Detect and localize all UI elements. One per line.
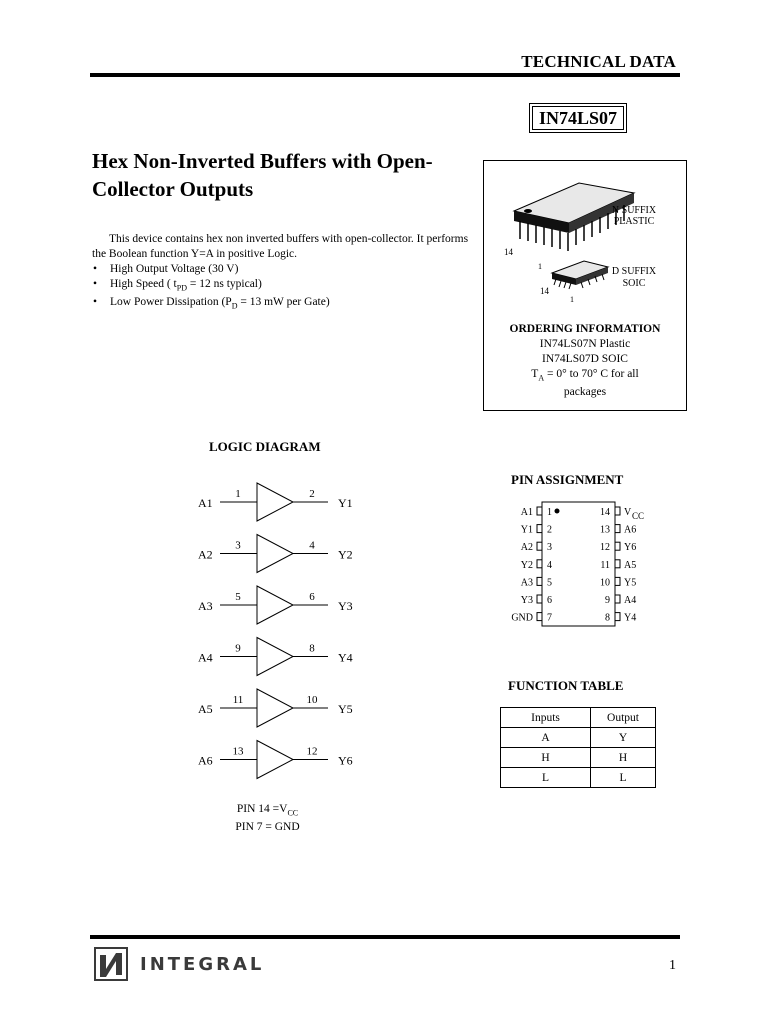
gate-input-pin: 3 (235, 539, 241, 552)
package-illustration (484, 161, 686, 311)
gate-input-label: A1 (198, 496, 213, 510)
gate-input-pin: 1 (235, 488, 241, 500)
table-row (501, 708, 656, 728)
buffer-gate (198, 689, 353, 727)
table-cell: A (501, 728, 591, 748)
pin-right (605, 613, 636, 624)
pin-assignment-diagram (505, 500, 655, 630)
gate-output-label: Y3 (338, 599, 353, 613)
pin-name: Y1 (520, 524, 533, 536)
pin-right (600, 577, 636, 588)
table-header-cell: Inputs (501, 708, 591, 728)
pin-number: 6 (547, 595, 552, 606)
part-number-box (529, 103, 627, 133)
dip-pin14-label: 14 (504, 247, 513, 257)
gate-output-label: Y1 (338, 496, 353, 510)
table-cell: L (501, 768, 591, 788)
gnd-note: PIN 7 = GND (235, 821, 300, 834)
buffer-gate (198, 741, 353, 779)
feature-list (92, 262, 477, 314)
pin-name: A2 (520, 542, 533, 554)
pin-right (600, 525, 636, 536)
soic-pin14-label: 14 (540, 286, 549, 296)
pin-left (521, 507, 560, 518)
feature-item: • Low Power Dissipation ($P_D = 13$ mW per Gate) (93, 296, 330, 311)
ordering-line: IN74LS07N Plastic (539, 338, 631, 350)
pin-right (600, 542, 636, 553)
d-suffix-label: D SUFFIX (611, 266, 657, 277)
pin-number: 8 (605, 612, 610, 624)
ordering-info (484, 322, 686, 400)
page-number: 1 (669, 958, 676, 973)
table-cell: H (501, 748, 591, 768)
pin-number: 11 (600, 559, 610, 571)
pin-number: 7 (547, 612, 552, 624)
feature-item: • High Speed ( $t_{PD} = 12$ ns typical) (93, 278, 262, 293)
logic-diagram (190, 475, 370, 795)
table-cell: L (591, 768, 656, 788)
soic-package-icon (552, 261, 608, 289)
buffer-symbol (257, 741, 293, 779)
buffer-symbol (257, 689, 293, 727)
buffer-gate (198, 638, 353, 676)
description-paragraph: This device contains hex non inverted buffers with open-collector. It performs the Boolean function Y=A in positive Logic. (92, 233, 469, 260)
table-cell: Y (591, 728, 656, 748)
description (92, 232, 477, 314)
gate-input-pin: 9 (235, 642, 241, 655)
gate-output-pin: 2 (309, 488, 315, 500)
pin-name: Y4 (624, 612, 637, 624)
gate-output-pin: 6 (309, 591, 315, 603)
pin-name: A4 (624, 595, 637, 606)
temp-range-line2: packages (563, 386, 607, 399)
pin-name: A3 (520, 577, 533, 589)
pin-number: 14 (600, 507, 610, 518)
pin-number: 2 (547, 524, 552, 536)
pin1-marker (555, 509, 560, 514)
vcc-note: PIN $14 =V_{CC}$ (236, 803, 299, 818)
pin-number: 4 (547, 559, 552, 571)
buffer-gate (198, 483, 353, 521)
pin-number: 9 (605, 595, 610, 606)
gate-output-pin: 10 (306, 694, 318, 706)
buffer-gate (198, 535, 353, 573)
buffer-symbol (257, 535, 293, 573)
gate-output-label: Y5 (338, 702, 353, 716)
gate-input-label: A6 (198, 753, 213, 768)
gate-input-label: A2 (198, 547, 213, 562)
pin-name: A5 (624, 559, 637, 571)
power-pin-note (200, 802, 335, 834)
pin-right (600, 507, 644, 521)
gate-output-pin: 4 (309, 539, 315, 552)
gate-output-pin: 12 (306, 745, 318, 758)
gate-output-label: Y2 (338, 547, 353, 562)
pin-assignment-heading: PIN ASSIGNMENT (511, 472, 624, 487)
gate-input-pin: 11 (232, 694, 244, 706)
pin-number: 13 (600, 524, 610, 536)
page-title: Hex Non-Inverted Buffers with Open-Collector Outputs (92, 149, 433, 201)
temp-range: $T_A = 0^\circ$ to 70° C for all (531, 368, 639, 383)
pin-name: V (624, 507, 632, 518)
pin-name-sub: CC (632, 511, 645, 521)
n-suffix-label: N SUFFIX (611, 205, 657, 216)
pin-name: Y6 (624, 542, 637, 554)
pin-name: GND (511, 612, 533, 624)
pin-name: Y2 (520, 559, 533, 571)
pin-right (605, 595, 636, 606)
n-suffix-type: PLASTIC (613, 216, 655, 227)
buffer-symbol (257, 483, 293, 521)
pin-number: 1 (547, 507, 552, 518)
ordering-heading: ORDERING INFORMATION (509, 323, 661, 335)
dip-pin1-label: 1 (538, 262, 542, 271)
pin-number: 12 (600, 542, 610, 554)
d-suffix-type: SOIC (622, 278, 646, 289)
pin-left (521, 542, 552, 553)
buffer-gate (198, 586, 353, 624)
pin-left (511, 613, 552, 624)
pin-name: Y5 (624, 577, 637, 589)
gate-input-pin: 13 (232, 745, 244, 758)
feature-item: • High Output Voltage (30 V) (93, 263, 239, 275)
footer-rule (90, 935, 680, 939)
pin-left (521, 595, 552, 606)
brand-name: INTEGRAL (140, 954, 265, 975)
function-table (500, 707, 656, 788)
header-title: TECHNICAL DATA (521, 52, 676, 71)
buffer-symbol (257, 586, 293, 624)
table-row (501, 768, 656, 788)
ordering-line: IN74LS07D SOIC (542, 353, 628, 365)
function-table-heading: FUNCTION TABLE (508, 678, 624, 693)
pin-left (521, 525, 552, 536)
gate-input-label: A4 (198, 650, 213, 665)
integral-logo-icon (94, 947, 128, 981)
buffer-symbol (257, 638, 293, 676)
header-rule (90, 73, 680, 77)
table-row (501, 728, 656, 748)
gate-output-pin: 8 (309, 642, 315, 655)
table-header-cell: Output (591, 708, 656, 728)
gate-input-label: A5 (198, 702, 213, 716)
pin-number: 10 (600, 577, 610, 589)
pin-name: Y3 (520, 595, 533, 606)
pin-left (521, 577, 552, 588)
table-cell: H (591, 748, 656, 768)
gate-output-label: Y4 (338, 650, 353, 665)
pin-name: A6 (624, 524, 637, 536)
package-info-box (483, 160, 687, 411)
soic-pin1-label: 1 (570, 295, 574, 304)
pin-right (600, 560, 636, 571)
gate-input-pin: 5 (235, 591, 241, 603)
pin-left (521, 560, 552, 571)
gate-output-label: Y6 (338, 753, 353, 768)
part-number: IN74LS07 (532, 106, 624, 130)
pin-name: A1 (520, 507, 533, 518)
gate-input-label: A3 (198, 599, 213, 613)
logic-diagram-heading: LOGIC DIAGRAM (209, 439, 321, 454)
pin-number: 3 (547, 542, 552, 554)
pin-number: 5 (547, 577, 552, 589)
table-row (501, 748, 656, 768)
